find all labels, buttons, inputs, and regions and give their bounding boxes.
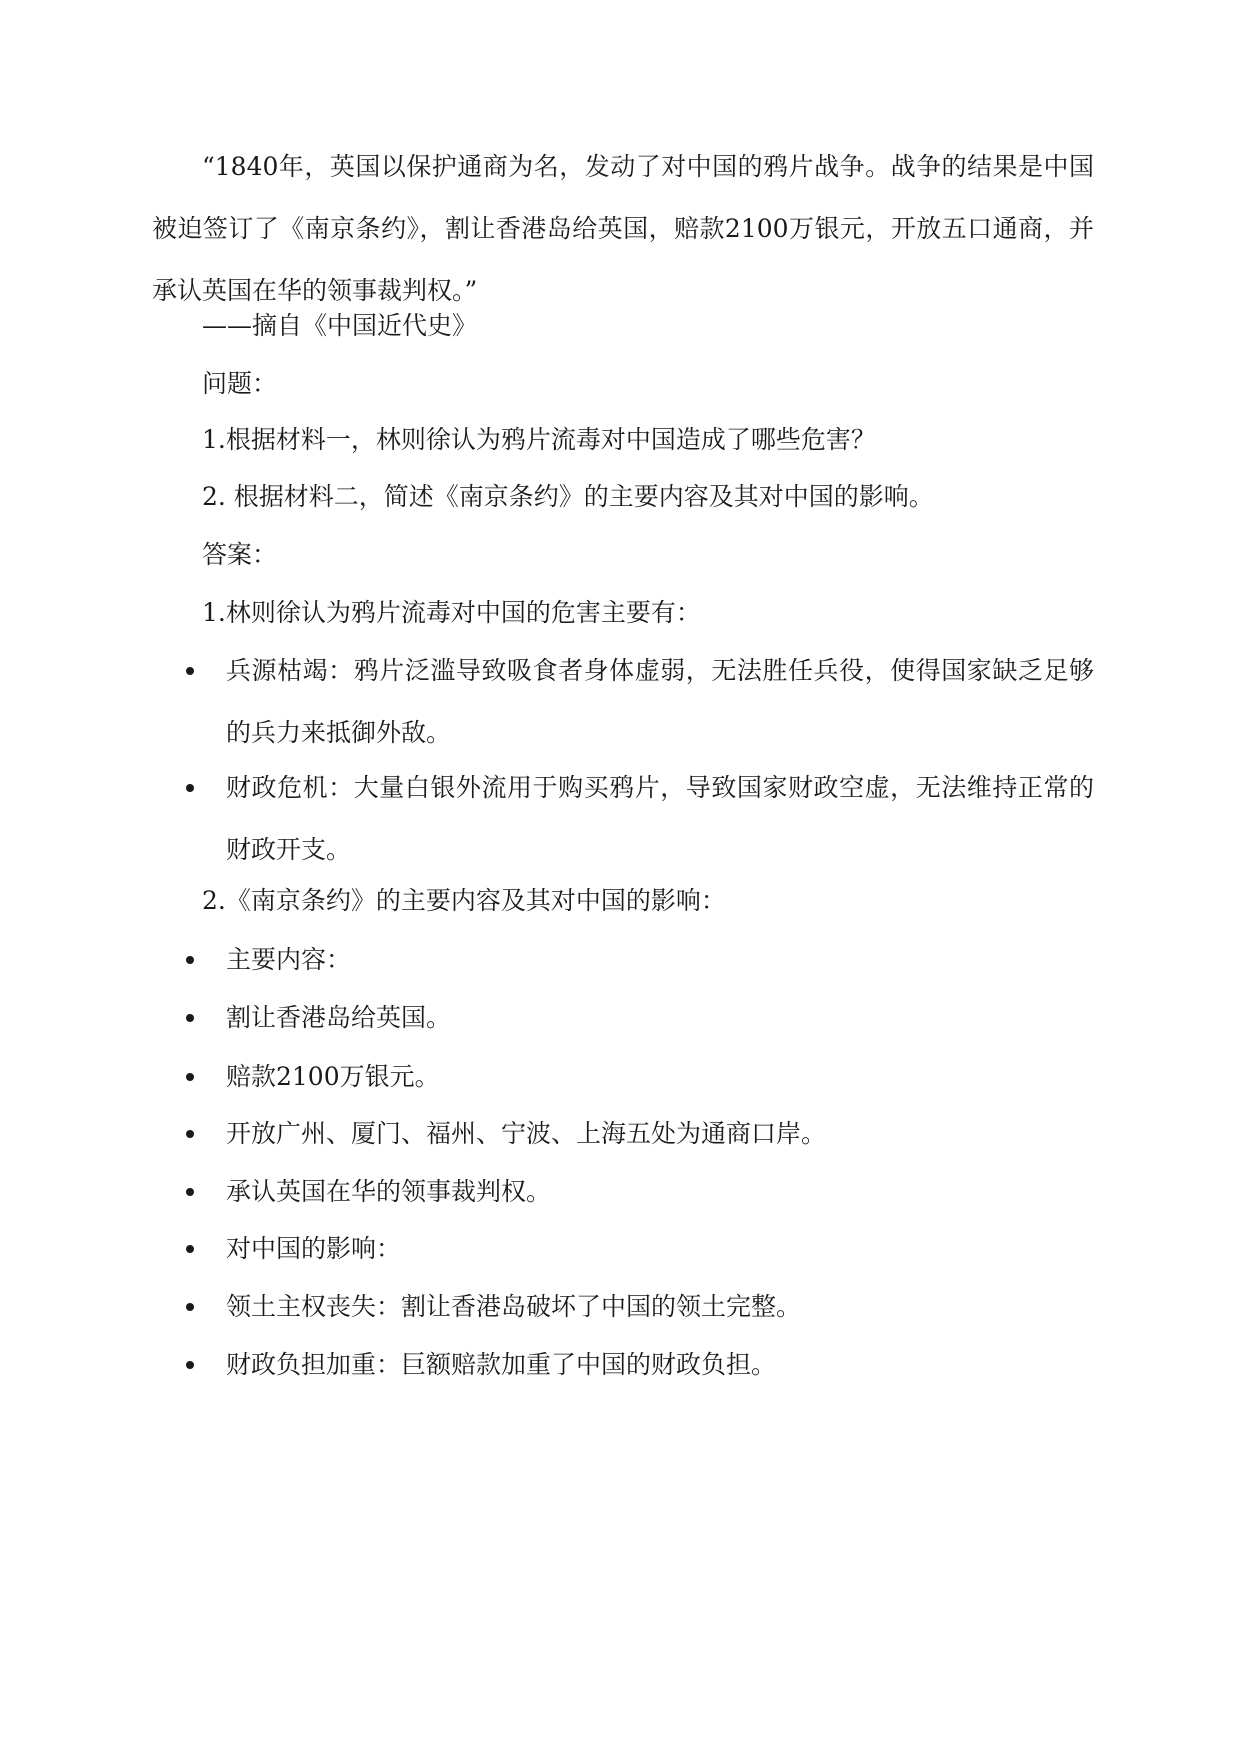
- bullet-icon: [186, 1245, 194, 1253]
- bullet-icon: [186, 1130, 194, 1138]
- list-item-text: 财政危机：大量白银外流用于购买鸦片，导致国家财政空虚，无法维持正常的财政开支。: [226, 773, 1094, 864]
- bullet-icon: [186, 784, 194, 792]
- bullet-icon: [186, 1073, 194, 1081]
- bullet-icon: [186, 1361, 194, 1369]
- questions-heading: 问题：: [202, 369, 278, 398]
- list-item: [186, 640, 1094, 764]
- list-item: [186, 1046, 1094, 1108]
- list-item-text: 承认英国在华的领事裁判权。: [226, 1177, 552, 1206]
- bullet-icon: [186, 1303, 194, 1311]
- list-item: [186, 757, 1094, 881]
- list-item: [186, 1276, 1094, 1338]
- bullet-icon: [186, 956, 194, 964]
- answer-1-intro: 1.林则徐认为鸦片流毒对中国的危害主要有：: [202, 598, 701, 627]
- quote-paragraph: “1840年，英国以保护通商为名，发动了对中国的鸦片战争。战争的结果是中国被迫签订了《南京条约》，割让香港岛给英国，赔款2100万银元，开放五口通商，并承认英国在华的领事裁判权。”: [152, 152, 1094, 305]
- question-2: 2. 根据材料二，简述《南京条约》的主要内容及其对中国的影响。: [202, 482, 934, 511]
- list-item: [186, 987, 1094, 1049]
- list-item-text: 主要内容：: [226, 945, 352, 974]
- answer-2-intro: 2.《南京条约》的主要内容及其对中国的影响：: [202, 886, 726, 915]
- bullet-icon: [186, 1188, 194, 1196]
- list-item-text: 财政负担加重：巨额赔款加重了中国的财政负担。: [226, 1350, 777, 1379]
- list-item-text: 割让香港岛给英国。: [226, 1003, 452, 1032]
- list-item: [186, 1334, 1094, 1396]
- source-citation: ——摘自《中国近代史》: [202, 311, 478, 340]
- list-item-text: 开放广州、厦门、福州、宁波、上海五处为通商口岸。: [226, 1119, 827, 1148]
- list-item-text: 赔款2100万银元。: [226, 1062, 440, 1091]
- bullet-icon: [186, 1014, 194, 1022]
- question-1: 1.根据材料一，林则徐认为鸦片流毒对中国造成了哪些危害？: [202, 425, 876, 454]
- list-item-text: 对中国的影响：: [226, 1234, 402, 1263]
- bullet-icon: [186, 667, 194, 675]
- answers-heading: 答案：: [202, 540, 278, 569]
- list-item: [186, 1218, 1094, 1280]
- list-item-text: 领土主权丧失：割让香港岛破坏了中国的领土完整。: [226, 1292, 802, 1321]
- list-item: [186, 1161, 1094, 1223]
- list-item: [186, 929, 1094, 991]
- list-item: [186, 1103, 1094, 1165]
- list-item-text: 兵源枯竭：鸦片泛滥导致吸食者身体虚弱，无法胜任兵役，使得国家缺乏足够的兵力来抵御外敌。: [226, 656, 1094, 747]
